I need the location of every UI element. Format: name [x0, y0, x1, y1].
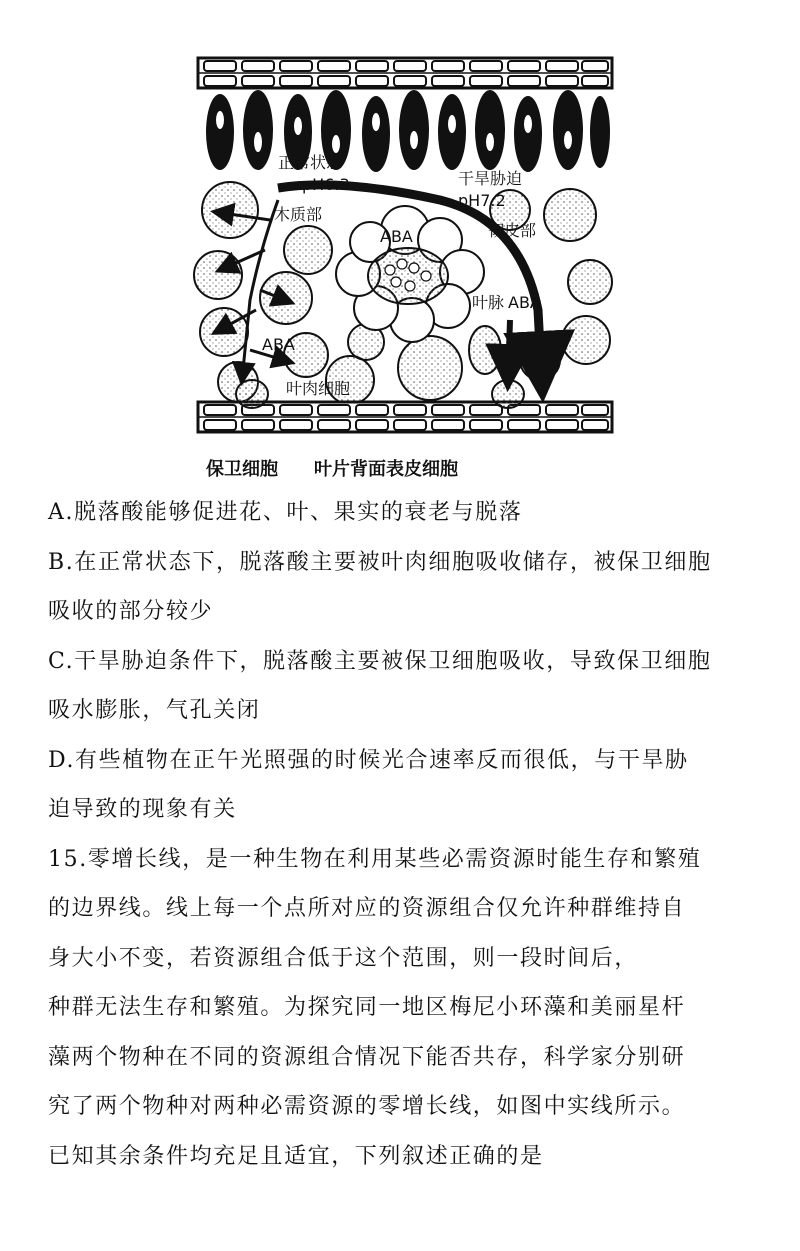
option-a: A.脱落酸能够促进花、叶、果实的衰老与脱落 [48, 500, 523, 525]
caption-epidermis: 叶片背面表皮细胞 [314, 459, 458, 480]
label-vein: 叶脉 [472, 293, 505, 312]
option-c-line-1: C.干旱胁迫条件下，脱落酸主要被保卫细胞吸收，导致保卫细胞 [48, 649, 712, 674]
label-aba-left: ABA [262, 335, 295, 354]
option-c-line-2: 吸水膨胀，气孔关闭 [48, 698, 261, 723]
guard-cell-left [236, 380, 268, 408]
question-15-line-4: 种群无法生存和繁殖。为探究同一地区梅尼小环藻和美丽星杆 [48, 995, 686, 1020]
question-15-line-7: 已知其余条件均充足且适宜，下列叙述正确的是 [48, 1144, 544, 1169]
question-15-line-6: 究了两个物种对两种必需资源的零增长线，如图中实线所示。 [48, 1094, 686, 1119]
label-aba-center: ABA [380, 227, 413, 246]
option-d-line-1: D.有些植物在正午光照强的时候光合速率反而很低，与干旱胁 [48, 748, 689, 773]
upper-epidermis [198, 58, 612, 88]
question-15-line-5: 藻两个物种在不同的资源组合情况下能否共存，科学家分别研 [48, 1045, 686, 1070]
question-15-line-2: 的边界线。线上每一个点所对应的资源组合仅允许种群维持自 [48, 896, 686, 921]
label-drought: 干旱胁迫 [458, 169, 523, 188]
label-mesophyll: 叶肉细胞 [286, 379, 351, 398]
option-d-line-2: 迫导致的现象有关 [48, 797, 237, 822]
label-normal-ph: pH6.3 [302, 175, 350, 194]
guard-cell-right [492, 380, 524, 408]
option-b-line-1: B.在正常状态下，脱落酸主要被叶肉细胞吸收储存，被保卫细胞 [48, 550, 712, 575]
leaf-cross-section-figure [190, 50, 620, 480]
palisade-cells [206, 90, 610, 172]
label-drought-ph: pH7.2 [458, 191, 506, 210]
question-15-line-3: 身大小不变，若资源组合低于这个范围，则一段时间后， [48, 946, 639, 971]
caption-guard-cell: 保卫细胞 [206, 459, 278, 480]
label-xylem: 木质部 [274, 205, 323, 224]
label-aba-right: ABA [508, 293, 541, 312]
option-b-line-2: 吸收的部分较少 [48, 599, 214, 624]
label-normal-state: 正常状态 [278, 153, 343, 172]
question-15-line-1: 15.零增长线，是一种生物在利用某些必需资源时能生存和繁殖 [48, 847, 702, 872]
leaf-diagram [190, 50, 620, 480]
label-phloem: 韧皮部 [488, 221, 537, 240]
